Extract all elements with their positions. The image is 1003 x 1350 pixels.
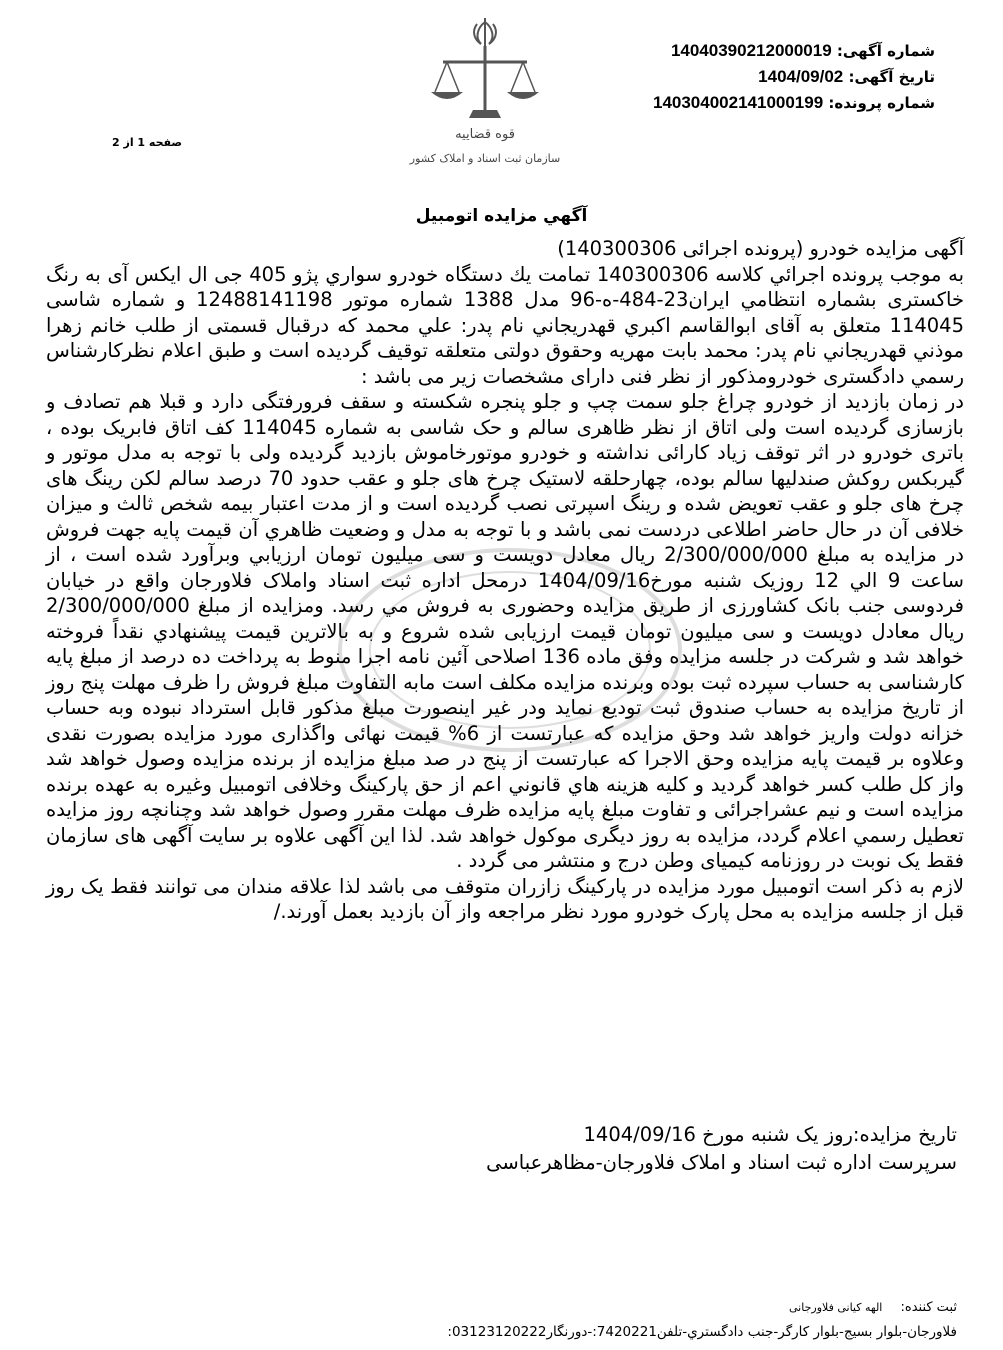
body-heading-line: آگهی مزايده خودرو (پرونده اجرائی 140300306) (557, 237, 964, 260)
notice-number: 14040390212000019 (670, 41, 832, 60)
closing-block (486, 1121, 957, 1177)
registrar-line (789, 1300, 957, 1315)
body-paragraph-1: به موجب پرونده اجرائي كلاسه 140300306 تمامت يك دستگاه خودرو سواري پژو 405 جی ال ایکس آی به رنگ خاکستری بشماره انتظامي ايران23-484-ه-96 مدل 1388 شماره موتور 12488141198 و شماره شاسی 114045 متعلق به آقای ابوالقاسم اكبري قهدريجاني نام پدر: علي محمد كه درقبال قسمتی از طلب خانم زهرا موذني قهدريجاني نام پدر: محمد بابت مهريه وحقوق دولتی متعلقه توقيف گرديده است و طبق اعلام نظركارشناس رسمي دادگستری خودرومذکور از نظر فنی دارای مشخصات زیر می باشد : (46, 262, 965, 388)
office-address: فلاورجان-بلوار بسيج-بلوار كارگر-جنب دادگستري-تلفن7420221:-دورنگار03123120222: (447, 1324, 957, 1340)
case-number: 140304002141000199 (652, 93, 824, 112)
notice-meta (653, 38, 935, 116)
notice-number-row (653, 38, 935, 64)
notice-date: 1404/09/02 (758, 67, 844, 86)
notice-date-row (653, 64, 935, 90)
body-paragraph-3: لازم به ذکر است اتومبیل مورد مزایده در پارکینگ زازران متوقف می باشد لذا علاقه مندان می توانند فقط یک روز قبل از جلسه مزایده به محل پارک خودرو مورد نظر مراجعه واز آن بازدید بعمل آورند./ (46, 874, 964, 923)
case-number-label: شماره پرونده: (828, 94, 935, 112)
registrar-name: الهه کیانی فلاورجانی (789, 1301, 883, 1314)
notice-body (46, 236, 964, 925)
notice-date-label: تاریخ آگهی: (848, 68, 935, 86)
notice-title: آگهي مزايده اتومبيل (415, 206, 588, 226)
logo-org-text: قوه قضاییه (455, 127, 515, 142)
page-number: صفحه 1 از 2 (112, 136, 183, 149)
registrar-label: ثبت كننده: (900, 1300, 957, 1315)
case-number-row (653, 90, 935, 116)
auction-date-line: تاریخ مزایده:روز یک شنبه مورخ 1404/09/16 (583, 1123, 957, 1146)
scales-emblem-icon (405, 10, 565, 180)
logo-dept-text: سازمان ثبت اسناد و املاک کشور (409, 152, 561, 165)
body-paragraph-2: در زمان بازدید از خودرو چراغ جلو سمت چپ و جلو پنجره شکسته و سقف فرورفتگی دارد و قبلا هم تصادف و بازسازی گردیده است ولی اتاق از نظر ظاهری سالم و حک شاسی به شماره 114045 کف اتاق فابریک بوده ، باتری خودرو در اثر توقف زیاد کارائی نداشته و خودرو موتورخاموش بازدید گردیده ولی با توجه به مدل موتور و گیربکس روکش صندلیها سالم بوده، چهارحلقه لاستیک چرخ های جلو و عقب حدود 70 درصد سالم لکن رینگ های چرخ های جلو و عقب تعویض شده و رینگ اسپرتی نصب گردیده است و از مدت اعتبار بیمه شخص ثالث و میزان خلافی آن در حال حاضر اطلاعی دردست نمی باشد و با توجه به مدل و وضعيت ظاهري آن قيمت پايه جهت فروش در مزايده به مبلغ 2/300/000/000 ريال معادل دويست و سی میلیون تومان ارزيابي وبرآورد شده است ، از ساعت 9 الي 12 روزیک شنبه مورخ1404/09/16 درمحل اداره ثبت اسناد واملاک فلاورجان واقع در خیابان فردوسی جنب بانک کشاورزی از طريق مزايده وحضوری به فروش مي رسد. ومزايده از مبلغ 2/300/000/000 ريال معادل دويست و سی میلیون تومان قيمت ارزيابی شده شروع و به بالاترين قيمت پيشنهادي نقداً فروخته خواهد شد و شرکت در جلسه مزایده وفق ماده 136 اصلاحی آئین نامه اجرا منوط به پرداخت ده درصد از مبلغ پایه کارشناسی به حساب سپرده ثبت بوده وبرنده مزایده مکلف است مابه التفاوت مبلغ فروش را ظرف مهلت پنج روز از تاریخ مزایده به حساب صندوق ثبت تودیع نماید ودر غیر اینصورت مبلغ مذکور قابل استرداد نبوده وبه حساب خزانه دولت واریز خواهد شد وحق مزایده که عبارتست از 6% قیمت نهائی واگذاری مورد مزایده بصورت نقدی وعلاوه بر قیمت پایه مزایده وحق الاجرا که عبارتست از پنج در صد مبلغ مزايده از برنده مزايده وصول خواهد شد واز كل طلب كسر خواهد گرديد و كليه هزينه هاي قانوني اعم از حق پارکینگ وخلافی اتومبیل وغیره به عهده برنده مزايده است و نيم عشراجرائی و تفاوت مبلغ پایه مزایده ظرف مهلت مقرر وصول خواهد شد وچنانچه روز مزايده تعطيل رسمي اعلام گردد، مزايده به روز ديگری موكول خواهد شد. لذا این آگهی علاوه بر سایت آگهی های سازمان فقط یک نوبت در روزنامه کیمیای وطن درج و منتشر می گردد . (46, 390, 964, 872)
signatory: سرپرست اداره ثبت اسناد و املاک فلاورجان-مظاهرعباسی (486, 1151, 957, 1174)
notice-number-label: شماره آگهی: (836, 42, 935, 60)
